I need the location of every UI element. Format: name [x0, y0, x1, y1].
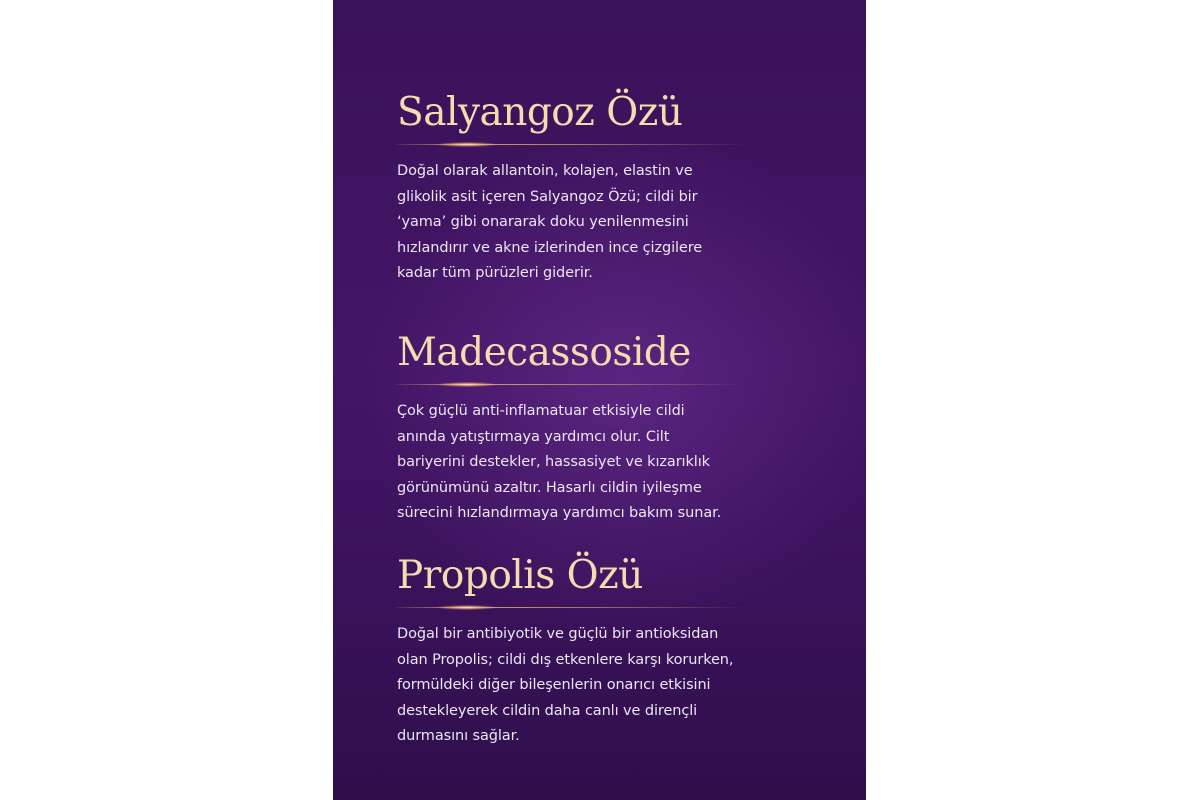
description-line: görünümünü azaltır. Hasarlı cildin iyileşme: [397, 479, 702, 496]
section-description: [397, 399, 797, 527]
section-divider: [397, 144, 747, 145]
section-divider: [397, 607, 747, 608]
description-line: sürecini hızlandırmaya yardımcı bakım sunar.: [397, 505, 722, 521]
ingredients-panel: [333, 0, 866, 800]
description-line: formüldeki diğer bileşenlerin onarıcı etkisini: [397, 677, 711, 693]
section-propolis: [397, 553, 797, 750]
description-line: Doğal bir antibiyotik ve güçlü bir antioksidan: [397, 626, 719, 642]
description-line: kadar tüm pürüzleri giderir.: [397, 265, 593, 281]
section-salyangoz: [397, 90, 797, 287]
divider-glow: [437, 382, 497, 387]
section-madecassoside: [397, 330, 797, 527]
description-line: durmasını sağlar.: [397, 728, 520, 744]
description-line: hızlandırır ve akne izlerinden ince çizgilere: [397, 239, 703, 256]
section-title: Propolis Özü: [397, 553, 643, 598]
divider-glow: [437, 142, 497, 147]
description-line: Doğal olarak allantoin, kolajen, elastin ve: [397, 163, 693, 179]
section-description: [397, 159, 797, 287]
description-line: bariyerini destekler, hassasiyet ve kızarıklık: [397, 454, 710, 470]
description-line: anında yatıştırmaya yardımcı olur. Cilt: [397, 428, 670, 445]
description-line: glikolik asit içeren Salyangoz Özü; cildi bir: [397, 188, 698, 205]
description-line: destekleyerek cildin daha canlı ve dirençli: [397, 702, 698, 719]
section-title: Madecassoside: [397, 330, 691, 375]
divider-glow: [437, 605, 497, 610]
section-divider: [397, 384, 747, 385]
section-description: [397, 622, 797, 750]
description-line: ‘yama’ gibi onararak doku yenilenmesini: [397, 214, 689, 230]
description-line: Çok güçlü anti-inflamatuar etkisiyle cildi: [397, 403, 685, 419]
description-line: olan Propolis; cildi dış etkenlere karşı korurken,: [397, 651, 734, 668]
section-title: Salyangoz Özü: [397, 90, 683, 135]
